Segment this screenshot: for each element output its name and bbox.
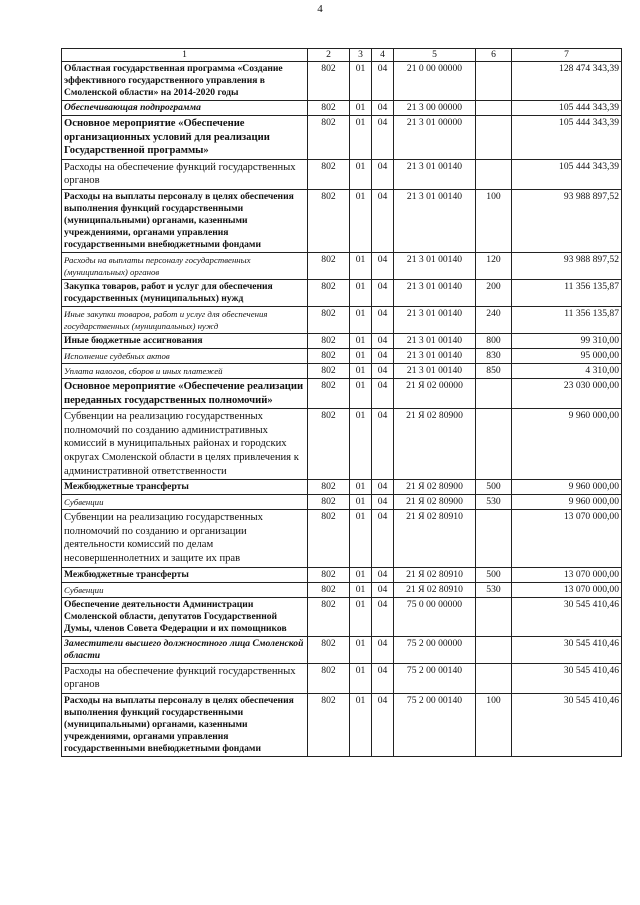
admin-code-cell: 802 <box>308 378 350 408</box>
table-row <box>62 480 622 495</box>
section-code-cell: 01 <box>350 582 372 597</box>
admin-code-cell: 802 <box>308 306 350 333</box>
target-article-cell: 21 3 00 00000 <box>394 101 476 116</box>
expense-type-cell <box>476 116 512 160</box>
row-name-cell: Областная государственная программа «Создание эффективного государственного управления в Смоленской области» на 2014-2020 годы <box>62 62 308 101</box>
admin-code-cell: 802 <box>308 333 350 348</box>
target-article-cell: 21 Я 02 80900 <box>394 480 476 495</box>
expense-type-cell: 530 <box>476 495 512 510</box>
section-code-cell: 01 <box>350 597 372 636</box>
target-article-cell: 21 Я 02 80900 <box>394 409 476 480</box>
table-row <box>62 116 622 160</box>
expense-type-cell: 240 <box>476 306 512 333</box>
subsection-code-cell: 04 <box>372 636 394 663</box>
expense-type-cell: 100 <box>476 693 512 756</box>
admin-code-cell: 802 <box>308 597 350 636</box>
target-article-cell: 21 Я 02 80910 <box>394 582 476 597</box>
row-name-cell: Исполнение судебных актов <box>62 348 308 363</box>
target-article-cell: 21 3 01 00000 <box>394 116 476 160</box>
section-code-cell: 01 <box>350 567 372 582</box>
target-article-cell: 75 2 00 00140 <box>394 663 476 693</box>
amount-cell: 13 070 000,00 <box>512 582 622 597</box>
section-code-cell: 01 <box>350 636 372 663</box>
amount-cell: 99 310,00 <box>512 333 622 348</box>
admin-code-cell: 802 <box>308 480 350 495</box>
expense-type-cell: 530 <box>476 582 512 597</box>
admin-code-cell: 802 <box>308 116 350 160</box>
admin-code-cell: 802 <box>308 636 350 663</box>
admin-code-cell: 802 <box>308 409 350 480</box>
row-name-cell: Основное мероприятие «Обеспечение организационных условий для реализации Государственной программы» <box>62 116 308 160</box>
section-code-cell: 01 <box>350 510 372 567</box>
row-name-cell: Уплата налогов, сборов и иных платежей <box>62 363 308 378</box>
amount-cell: 4 310,00 <box>512 363 622 378</box>
subsection-code-cell: 04 <box>372 306 394 333</box>
row-name-cell: Расходы на выплаты персоналу государственных (муниципальных) органов <box>62 252 308 279</box>
page-number: 4 <box>317 3 323 15</box>
admin-code-cell: 802 <box>308 363 350 378</box>
row-name-cell: Межбюджетные трансферты <box>62 480 308 495</box>
table-row <box>62 159 622 189</box>
table-row <box>62 306 622 333</box>
amount-cell: 93 988 897,52 <box>512 252 622 279</box>
expense-type-cell <box>476 409 512 480</box>
row-name-cell: Расходы на обеспечение функций государственных органов <box>62 663 308 693</box>
row-name-cell: Основное мероприятие «Обеспечение реализации переданных государственных полномочий» <box>62 378 308 408</box>
row-name-cell: Обеспечение деятельности Администрации Смоленской области, депутатов Государственной Думы, членов Совета Федерации и их помощников <box>62 597 308 636</box>
table-row <box>62 348 622 363</box>
target-article-cell: 21 0 00 00000 <box>394 62 476 101</box>
subsection-code-cell: 04 <box>372 189 394 252</box>
target-article-cell: 21 3 01 00140 <box>394 252 476 279</box>
section-code-cell: 01 <box>350 348 372 363</box>
admin-code-cell: 802 <box>308 510 350 567</box>
row-name-cell: Субвенции на реализацию государственных полномочий по созданию административных комиссий в муниципальных районах и городских округах Смоленской области в целях привлечения к административной ответственности <box>62 409 308 480</box>
amount-cell: 23 030 000,00 <box>512 378 622 408</box>
expense-type-cell <box>476 62 512 101</box>
section-code-cell: 01 <box>350 101 372 116</box>
row-name-cell: Субвенции на реализацию государственных полномочий по созданию и организации деятельности комиссий по делам несовершеннолетних и защите их прав <box>62 510 308 567</box>
amount-cell: 9 960 000,00 <box>512 495 622 510</box>
section-code-cell: 01 <box>350 306 372 333</box>
expense-type-cell: 800 <box>476 333 512 348</box>
target-article-cell: 21 Я 02 80910 <box>394 567 476 582</box>
amount-cell: 9 960 000,00 <box>512 480 622 495</box>
section-code-cell: 01 <box>350 62 372 101</box>
table-row <box>62 279 622 306</box>
amount-cell: 11 356 135,87 <box>512 306 622 333</box>
subsection-code-cell: 04 <box>372 597 394 636</box>
section-code-cell: 01 <box>350 333 372 348</box>
section-code-cell: 01 <box>350 480 372 495</box>
column-header: 2 <box>308 49 350 62</box>
section-code-cell: 01 <box>350 159 372 189</box>
target-article-cell: 21 3 01 00140 <box>394 159 476 189</box>
target-article-cell: 21 Я 02 00000 <box>394 378 476 408</box>
target-article-cell: 21 Я 02 80900 <box>394 495 476 510</box>
subsection-code-cell: 04 <box>372 663 394 693</box>
subsection-code-cell: 04 <box>372 567 394 582</box>
row-name-cell: Иные закупки товаров, работ и услуг для обеспечения государственных (муниципальных) нужд <box>62 306 308 333</box>
table-row <box>62 62 622 101</box>
admin-code-cell: 802 <box>308 663 350 693</box>
subsection-code-cell: 04 <box>372 348 394 363</box>
subsection-code-cell: 04 <box>372 101 394 116</box>
amount-cell: 105 444 343,39 <box>512 159 622 189</box>
admin-code-cell: 802 <box>308 582 350 597</box>
expense-type-cell: 500 <box>476 567 512 582</box>
subsection-code-cell: 04 <box>372 480 394 495</box>
subsection-code-cell: 04 <box>372 62 394 101</box>
row-name-cell: Расходы на обеспечение функций государственных органов <box>62 159 308 189</box>
target-article-cell: 75 2 00 00140 <box>394 693 476 756</box>
amount-cell: 13 070 000,00 <box>512 567 622 582</box>
column-header: 4 <box>372 49 394 62</box>
row-name-cell: Межбюджетные трансферты <box>62 567 308 582</box>
amount-cell: 11 356 135,87 <box>512 279 622 306</box>
amount-cell: 30 545 410,46 <box>512 693 622 756</box>
amount-cell: 30 545 410,46 <box>512 597 622 636</box>
expense-type-cell <box>476 636 512 663</box>
admin-code-cell: 802 <box>308 159 350 189</box>
row-name-cell: Обеспечивающая подпрограмма <box>62 101 308 116</box>
row-name-cell: Субвенции <box>62 495 308 510</box>
section-code-cell: 01 <box>350 252 372 279</box>
table-row <box>62 101 622 116</box>
column-header: 1 <box>62 49 308 62</box>
subsection-code-cell: 04 <box>372 159 394 189</box>
section-code-cell: 01 <box>350 116 372 160</box>
column-header: 3 <box>350 49 372 62</box>
amount-cell: 30 545 410,46 <box>512 636 622 663</box>
expense-type-cell <box>476 159 512 189</box>
column-header: 6 <box>476 49 512 62</box>
amount-cell: 128 474 343,39 <box>512 62 622 101</box>
table-row <box>62 378 622 408</box>
target-article-cell: 21 3 01 00140 <box>394 363 476 378</box>
table-header-row <box>62 49 622 62</box>
amount-cell: 13 070 000,00 <box>512 510 622 567</box>
table-row <box>62 495 622 510</box>
amount-cell: 105 444 343,39 <box>512 101 622 116</box>
section-code-cell: 01 <box>350 279 372 306</box>
row-name-cell: Субвенции <box>62 582 308 597</box>
subsection-code-cell: 04 <box>372 409 394 480</box>
target-article-cell: 21 3 01 00140 <box>394 333 476 348</box>
table-row <box>62 567 622 582</box>
subsection-code-cell: 04 <box>372 333 394 348</box>
target-article-cell: 21 3 01 00140 <box>394 279 476 306</box>
expense-type-cell <box>476 663 512 693</box>
subsection-code-cell: 04 <box>372 693 394 756</box>
target-article-cell: 75 0 00 00000 <box>394 597 476 636</box>
expense-type-cell: 500 <box>476 480 512 495</box>
expense-type-cell: 830 <box>476 348 512 363</box>
subsection-code-cell: 04 <box>372 363 394 378</box>
target-article-cell: 75 2 00 00000 <box>394 636 476 663</box>
row-name-cell: Расходы на выплаты персоналу в целях обеспечения выполнения функций государственными (муниципальными) органами, казенными учреждениями, органами управления государственными внебюджетными фондами <box>62 693 308 756</box>
subsection-code-cell: 04 <box>372 495 394 510</box>
subsection-code-cell: 04 <box>372 279 394 306</box>
subsection-code-cell: 04 <box>372 582 394 597</box>
section-code-cell: 01 <box>350 409 372 480</box>
table-row <box>62 333 622 348</box>
table-row <box>62 409 622 480</box>
expense-type-cell: 200 <box>476 279 512 306</box>
target-article-cell: 21 3 01 00140 <box>394 306 476 333</box>
amount-cell: 30 545 410,46 <box>512 663 622 693</box>
amount-cell: 93 988 897,52 <box>512 189 622 252</box>
admin-code-cell: 802 <box>308 189 350 252</box>
row-name-cell: Заместители высшего должностного лица Смоленской области <box>62 636 308 663</box>
table-row <box>62 252 622 279</box>
admin-code-cell: 802 <box>308 348 350 363</box>
budget-table <box>61 48 622 757</box>
expense-type-cell: 850 <box>476 363 512 378</box>
subsection-code-cell: 04 <box>372 378 394 408</box>
section-code-cell: 01 <box>350 378 372 408</box>
target-article-cell: 21 3 01 00140 <box>394 348 476 363</box>
amount-cell: 105 444 343,39 <box>512 116 622 160</box>
section-code-cell: 01 <box>350 189 372 252</box>
admin-code-cell: 802 <box>308 252 350 279</box>
row-name-cell: Закупка товаров, работ и услуг для обеспечения государственных (муниципальных) нужд <box>62 279 308 306</box>
section-code-cell: 01 <box>350 663 372 693</box>
expense-type-cell <box>476 101 512 116</box>
admin-code-cell: 802 <box>308 693 350 756</box>
admin-code-cell: 802 <box>308 495 350 510</box>
section-code-cell: 01 <box>350 495 372 510</box>
subsection-code-cell: 04 <box>372 116 394 160</box>
table-row <box>62 636 622 663</box>
subsection-code-cell: 04 <box>372 510 394 567</box>
amount-cell: 95 000,00 <box>512 348 622 363</box>
table-row <box>62 693 622 756</box>
expense-type-cell: 100 <box>476 189 512 252</box>
row-name-cell: Иные бюджетные ассигнования <box>62 333 308 348</box>
table-row <box>62 582 622 597</box>
admin-code-cell: 802 <box>308 279 350 306</box>
admin-code-cell: 802 <box>308 101 350 116</box>
expense-type-cell: 120 <box>476 252 512 279</box>
column-header: 7 <box>512 49 622 62</box>
section-code-cell: 01 <box>350 693 372 756</box>
admin-code-cell: 802 <box>308 62 350 101</box>
table-row <box>62 510 622 567</box>
table-row <box>62 189 622 252</box>
section-code-cell: 01 <box>350 363 372 378</box>
table-row <box>62 363 622 378</box>
target-article-cell: 21 Я 02 80910 <box>394 510 476 567</box>
admin-code-cell: 802 <box>308 567 350 582</box>
table-row <box>62 663 622 693</box>
row-name-cell: Расходы на выплаты персоналу в целях обеспечения выполнения функций государственными (муниципальными) органами, казенными учреждениями, органами управления государственными внебюджетными фондами <box>62 189 308 252</box>
expense-type-cell <box>476 597 512 636</box>
target-article-cell: 21 3 01 00140 <box>394 189 476 252</box>
expense-type-cell <box>476 510 512 567</box>
amount-cell: 9 960 000,00 <box>512 409 622 480</box>
subsection-code-cell: 04 <box>372 252 394 279</box>
table-row <box>62 597 622 636</box>
column-header: 5 <box>394 49 476 62</box>
expense-type-cell <box>476 378 512 408</box>
